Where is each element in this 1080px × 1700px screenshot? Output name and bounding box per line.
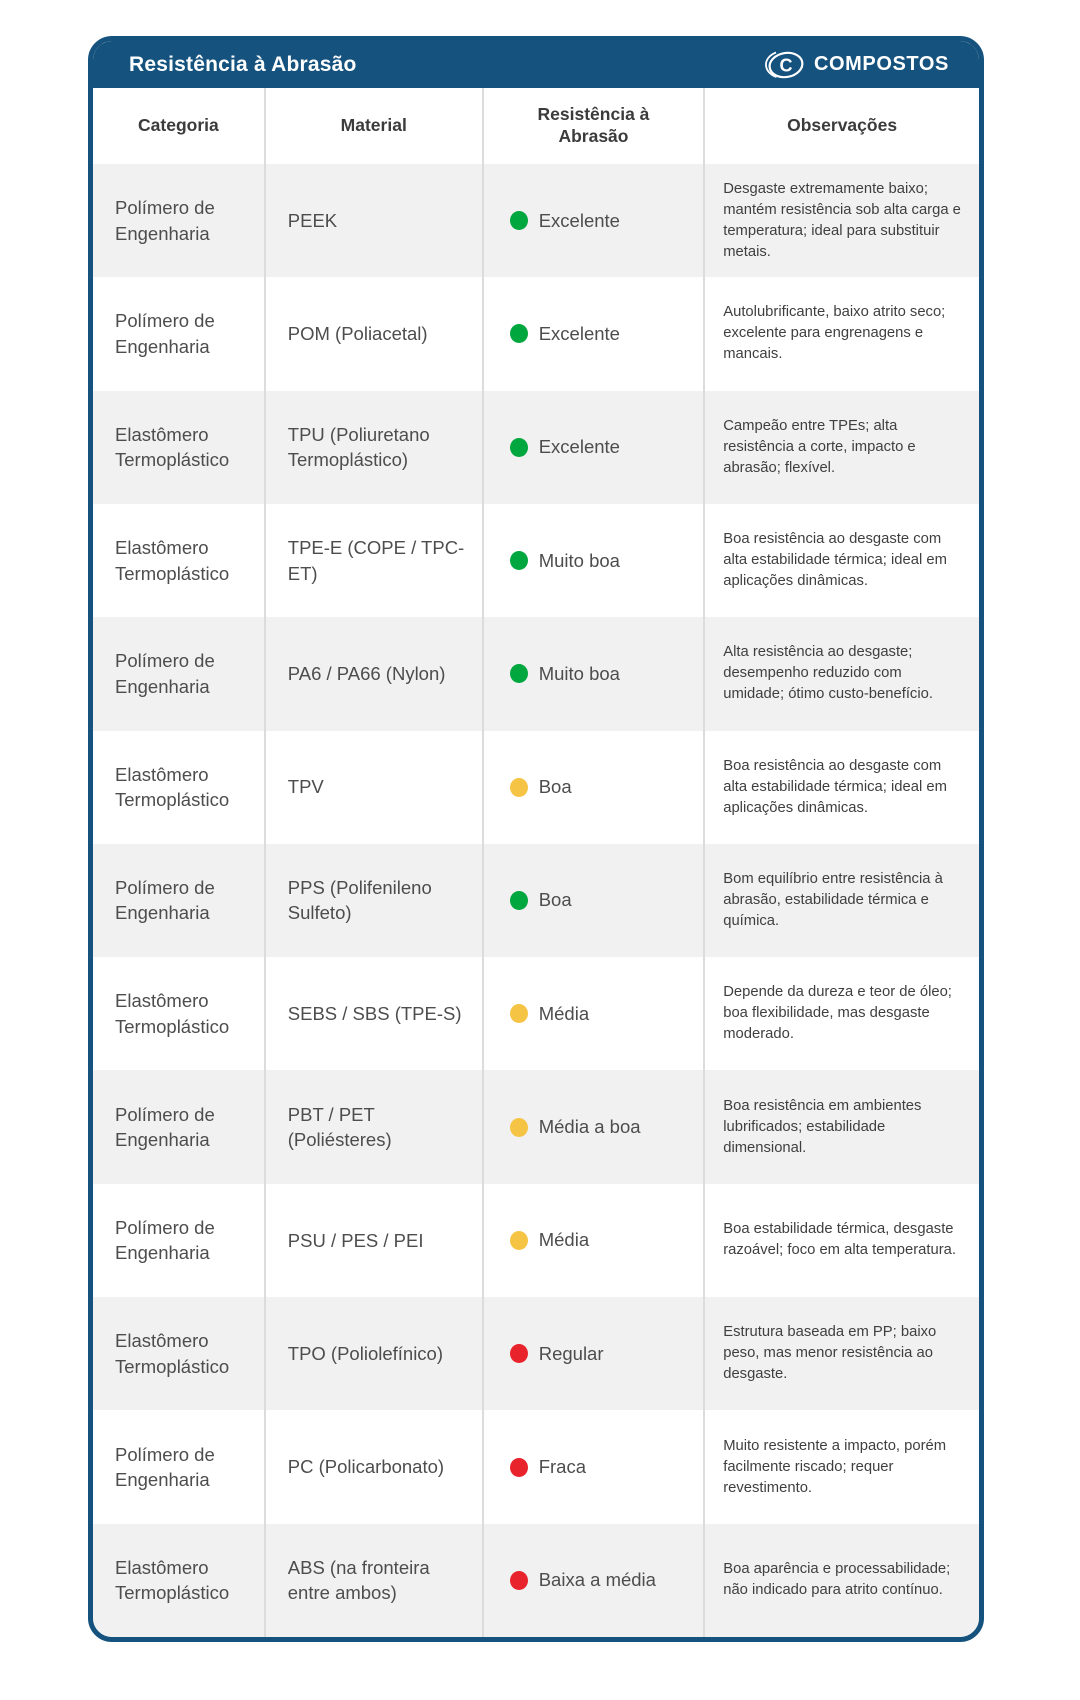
- cell-resistencia: [484, 1524, 706, 1637]
- table-body: [93, 164, 979, 1637]
- table-row: [93, 1070, 979, 1183]
- cell-categoria: Polímero de Engenharia: [93, 164, 266, 277]
- cell-observacoes: Desgaste extremamente baixo; mantém resistência sob alta carga e temperatura; ideal para substituir metais.: [723, 180, 961, 260]
- table-row: [93, 1524, 979, 1637]
- cell-resistencia: [484, 1297, 706, 1410]
- green-status-dot: [510, 551, 528, 570]
- table-row: [93, 731, 979, 844]
- cell-material: TPU (Poliuretano Termoplástico): [266, 391, 484, 504]
- cell-resistencia: [484, 1070, 706, 1183]
- cell-material: ABS (na fronteira entre ambos): [266, 1524, 484, 1637]
- resistance-level-label: Boa: [538, 776, 572, 798]
- resistance-level-label: Excelente: [538, 209, 620, 231]
- yellow-status-dot: [510, 1004, 528, 1023]
- cell-material: TPO (Poliolefínico): [266, 1297, 484, 1410]
- cell-observacoes: Autolubrificante, baixo atrito seco; excelente para engrenagens e mancais.: [723, 304, 946, 363]
- cell-material: PBT / PET (Poliésteres): [266, 1070, 484, 1183]
- cell-material: TPV: [266, 731, 484, 844]
- abrasion-resistance-card: [88, 36, 984, 1642]
- cell-observacoes: Alta resistência ao desgaste; desempenho reduzido com umidade; ótimo custo-benefício.: [723, 644, 933, 703]
- cell-observacoes: Boa resistência em ambientes lubrificados; estabilidade dimensional.: [723, 1097, 922, 1156]
- cell-resistencia: [484, 1410, 706, 1523]
- cell-categoria: Elastômero Termoplástico: [93, 957, 266, 1070]
- cell-observacoes: Campeão entre TPEs; alta resistência a corte, impacto e abrasão; flexível.: [723, 417, 916, 476]
- compostos-logo-icon: [761, 48, 807, 82]
- page-title: Resistência à Abrasão: [129, 52, 357, 76]
- cell-resistencia: [484, 164, 706, 277]
- red-status-dot: [510, 1571, 528, 1590]
- cell-material: POM (Poliacetal): [266, 277, 484, 390]
- cell-material: TPE-E (COPE / TPC-ET): [266, 504, 484, 617]
- column-header-resistencia: Resistência à Abrasão: [484, 88, 706, 164]
- brand-name: COMPOSTOS: [813, 53, 949, 75]
- table-header-row: [93, 88, 979, 164]
- cell-observacoes: Muito resistente a impacto, porém facilmente riscado; requer revestimento.: [723, 1437, 947, 1496]
- column-header-categoria: Categoria: [93, 88, 266, 164]
- yellow-status-dot: [510, 778, 528, 797]
- svg-text:C: C: [779, 55, 793, 75]
- cell-observacoes: Boa resistência ao desgaste com alta estabilidade térmica; ideal em aplicações dinâmicas.: [723, 757, 947, 816]
- cell-material: PA6 / PA66 (Nylon): [266, 617, 484, 730]
- cell-resistencia: [484, 277, 706, 390]
- cell-material: PC (Policarbonato): [266, 1410, 484, 1523]
- brand-logo: [761, 48, 949, 82]
- table-row: [93, 844, 979, 957]
- table-row: [93, 617, 979, 730]
- cell-material: PSU / PES / PEI: [266, 1184, 484, 1297]
- cell-categoria: Polímero de Engenharia: [93, 1410, 266, 1523]
- table-row: [93, 957, 979, 1070]
- resistance-level-label: Muito boa: [538, 662, 620, 684]
- cell-resistencia: [484, 1184, 706, 1297]
- red-status-dot: [510, 1458, 528, 1477]
- cell-resistencia: [484, 957, 706, 1070]
- yellow-status-dot: [510, 1118, 528, 1137]
- cell-resistencia: [484, 617, 706, 730]
- cell-material: PEEK: [266, 164, 484, 277]
- cell-observacoes: Depende da dureza e teor de óleo; boa flexibilidade, mas desgaste moderado.: [723, 984, 952, 1043]
- cell-resistencia: [484, 504, 706, 617]
- yellow-status-dot: [510, 1231, 528, 1250]
- cell-observacoes: Estrutura baseada em PP; baixo peso, mas menor resistência ao desgaste.: [723, 1324, 937, 1383]
- cell-categoria: Polímero de Engenharia: [93, 1070, 266, 1183]
- green-status-dot: [510, 891, 528, 910]
- cell-categoria: Elastômero Termoplástico: [93, 1524, 266, 1637]
- cell-observacoes: Boa aparência e processabilidade; não indicado para atrito contínuo.: [723, 1561, 951, 1599]
- cell-categoria: Polímero de Engenharia: [93, 844, 266, 957]
- resistance-level-label: Regular: [538, 1342, 604, 1364]
- green-status-dot: [510, 324, 528, 343]
- table-row: [93, 1410, 979, 1523]
- resistance-level-label: Muito boa: [538, 549, 620, 571]
- cell-resistencia: [484, 391, 706, 504]
- cell-material: PPS (Polifenileno Sulfeto): [266, 844, 484, 957]
- cell-categoria: Elastômero Termoplástico: [93, 1297, 266, 1410]
- resistance-level-label: Boa: [538, 889, 572, 911]
- cell-categoria: Elastômero Termoplástico: [93, 731, 266, 844]
- red-status-dot: [510, 1344, 528, 1363]
- table-row: [93, 504, 979, 617]
- table-row: [93, 1297, 979, 1410]
- cell-observacoes: Bom equilíbrio entre resistência à abrasão, estabilidade térmica e química.: [723, 870, 943, 929]
- resistance-level-label: Baixa a média: [538, 1569, 656, 1591]
- resistance-level-label: Média: [538, 1229, 590, 1251]
- cell-categoria: Elastômero Termoplástico: [93, 391, 266, 504]
- cell-material: SEBS / SBS (TPE-S): [266, 957, 484, 1070]
- resistance-level-label: Excelente: [538, 436, 620, 458]
- cell-observacoes: Boa resistência ao desgaste com alta estabilidade térmica; ideal em aplicações dinâmicas.: [723, 531, 947, 590]
- cell-categoria: Polímero de Engenharia: [93, 277, 266, 390]
- cell-resistencia: [484, 731, 706, 844]
- cell-categoria: Polímero de Engenharia: [93, 1184, 266, 1297]
- column-header-material: Material: [266, 88, 484, 164]
- card-titlebar: [93, 41, 979, 88]
- table-row: [93, 391, 979, 504]
- resistance-level-label: Média a boa: [538, 1116, 641, 1138]
- column-header-observacoes: Observações: [787, 115, 898, 136]
- cell-resistencia: [484, 844, 706, 957]
- green-status-dot: [510, 438, 528, 457]
- cell-categoria: Polímero de Engenharia: [93, 617, 266, 730]
- cell-observacoes: Boa estabilidade térmica, desgaste razoável; foco em alta temperatura.: [723, 1221, 956, 1259]
- resistance-level-label: Excelente: [538, 322, 620, 344]
- table-row: [93, 1184, 979, 1297]
- green-status-dot: [510, 664, 528, 683]
- green-status-dot: [510, 211, 528, 230]
- resistance-level-label: Fraca: [538, 1456, 587, 1478]
- resistance-level-label: Média: [538, 1002, 590, 1024]
- table-row: [93, 164, 979, 277]
- table-row: [93, 277, 979, 390]
- cell-categoria: Elastômero Termoplástico: [93, 504, 266, 617]
